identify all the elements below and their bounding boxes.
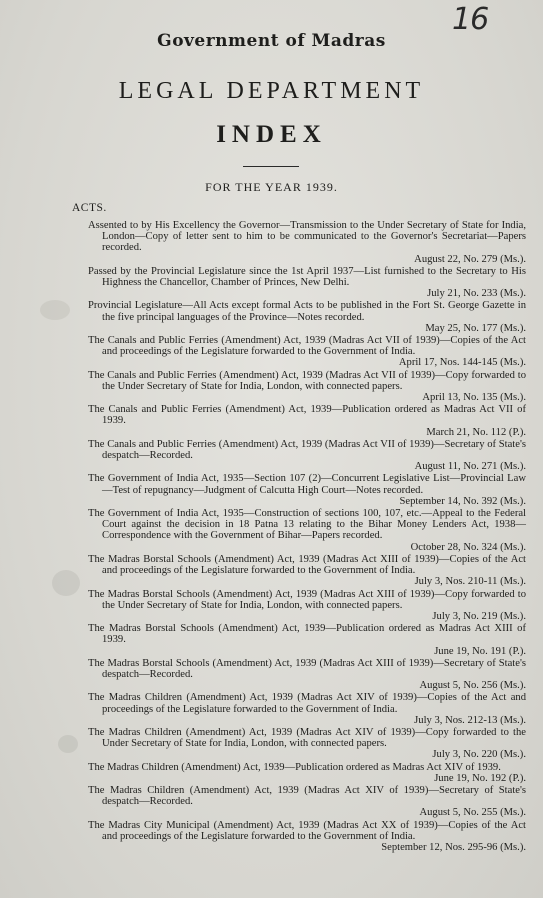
index-entry xyxy=(88,335,526,369)
entry-reference: May 25, No. 177 (Ms.). xyxy=(425,322,526,334)
entry-text: The Canals and Public Ferries (Amendment) Act, 1939 (Madras Act VII of 1939)—Copy forwarded to the Under Secretary of State for India, London, with connected papers. xyxy=(88,369,526,392)
index-entry xyxy=(88,692,526,726)
entry-text: Assented to by His Excellency the Governor—Transmission to the Under Secretary of State for India, London—Copy of letter sent to him to be communicated to the Governor's Secretariat—Papers recorded. xyxy=(88,220,526,254)
entry-reference: August 11, No. 271 (Ms.). xyxy=(414,461,526,473)
page-title: INDEX xyxy=(216,121,327,148)
title-rule xyxy=(243,166,299,167)
entry-reference: July 3, No. 220 (Ms.). xyxy=(432,749,526,761)
entry-text: The Madras Borstal Schools (Amendment) Act, 1939 (Madras Act XIII of 1939)—Copy forwarded to the Under Secretary of State for India, London, with connected papers. xyxy=(88,588,526,611)
department-heading: LEGAL DEPARTMENT xyxy=(118,78,425,104)
entry-reference: July 21, No. 233 (Ms.). xyxy=(427,288,526,300)
entry-text: The Madras City Municipal (Amendment) Act, 1939 (Madras Act XX of 1939)—Copies of the Act and proceedings of the Legislature forwarded to the Government of India. xyxy=(88,819,526,842)
index-entry xyxy=(88,727,526,761)
entry-reference: September 12, Nos. 295-96 (Ms.). xyxy=(381,841,526,853)
entry-reference: July 3, Nos. 210-11 (Ms.). xyxy=(414,576,526,588)
entry-reference: September 14, No. 392 (Ms.). xyxy=(399,495,526,507)
paper-stain xyxy=(52,570,80,596)
entry-text: Passed by the Provincial Legislature since the 1st April 1937—List furnished to the Secretary to His Highness the Chancellor, Chamber of Princes, New Delhi. xyxy=(88,265,526,289)
entry-reference: June 19, No. 192 (P.). xyxy=(434,772,526,784)
entry-reference: April 13, No. 135 (Ms.). xyxy=(422,392,526,404)
entry-text: The Canals and Public Ferries (Amendment) Act, 1939 (Madras Act VII of 1939)—Secretary of State's despatch—Recorded. xyxy=(88,438,526,462)
section-heading: ACTS. xyxy=(72,202,107,214)
entry-reference: June 19, No. 191 (P.). xyxy=(434,645,526,657)
entry-reference: April 17, Nos. 144-145 (Ms.). xyxy=(398,357,526,369)
index-entry xyxy=(88,370,526,404)
index-entry xyxy=(88,439,526,473)
entry-reference: July 3, Nos. 212-13 (Ms.). xyxy=(414,714,526,726)
entry-reference: July 3, No. 219 (Ms.). xyxy=(432,610,526,622)
entry-reference: March 21, No. 112 (P.). xyxy=(426,426,526,438)
entry-reference: August 5, No. 255 (Ms.). xyxy=(419,807,526,819)
entry-text: The Madras Children (Amendment) Act, 1939 (Madras Act XIV of 1939)—Secretary of State's despatch—Recorded. xyxy=(88,784,526,808)
index-entry xyxy=(88,554,526,588)
index-entry xyxy=(88,623,526,657)
entry-reference: August 5, No. 256 (Ms.). xyxy=(419,680,526,692)
index-entry xyxy=(88,300,526,334)
entry-text: The Canals and Public Ferries (Amendment) Act, 1939 (Madras Act VII of 1939)—Copies of the Act and proceedings of the Legislature forwarded to the Government of India. xyxy=(88,335,526,358)
index-entry-list xyxy=(88,220,526,854)
index-entry xyxy=(88,220,526,265)
index-entry xyxy=(88,266,526,300)
index-entry xyxy=(88,473,526,507)
entry-text: The Madras Borstal Schools (Amendment) Act, 1939—Publication ordered as Madras Act XIII of 1939. xyxy=(88,623,526,646)
index-entry xyxy=(88,785,526,819)
handwritten-folio-number: 16 xyxy=(452,2,489,37)
paper-stain xyxy=(40,300,70,320)
index-entry xyxy=(88,658,526,692)
entry-text: The Madras Borstal Schools (Amendment) Act, 1939 (Madras Act XIII of 1939)—Copies of the Act and proceedings of the Legislature forwarded to the Government of India. xyxy=(88,553,526,577)
entry-text: Provincial Legislature—All Acts except formal Acts to be published in the Fort St. George Gazette in the five principal languages of the Province—Notes recorded. xyxy=(88,300,526,323)
entry-reference: October 28, No. 324 (Ms.). xyxy=(410,541,526,553)
entry-text: The Madras Children (Amendment) Act, 1939 (Madras Act XIV of 1939)—Copy forwarded to the Under Secretary of State for India, London, with connected papers. xyxy=(88,726,526,750)
paper-stain xyxy=(58,735,78,753)
index-entry xyxy=(88,508,526,553)
entry-reference: August 22, No. 279 (Ms.). xyxy=(414,253,526,265)
index-entry xyxy=(88,762,526,784)
entry-text: The Canals and Public Ferries (Amendment) Act, 1939—Publication ordered as Madras Act VII of 1939. xyxy=(88,404,526,427)
index-entry xyxy=(88,589,526,623)
index-entry xyxy=(88,404,526,438)
entry-text: The Government of India Act, 1935—Construction of sections 100, 107, etc.—Appeal to the Federal Court against the decision in 18 Patna 13 relating to the Bihar Money Lenders Act, 1938—Correspondence with the Government of Bihar—Papers recorded. xyxy=(88,508,526,542)
entry-text: The Madras Borstal Schools (Amendment) Act, 1939 (Madras Act XIII of 1939)—Secretary of State's despatch—Recorded. xyxy=(88,657,526,680)
entry-text: The Madras Children (Amendment) Act, 1939—Publication ordered as Madras Act XIV of 1939. xyxy=(88,761,501,773)
entry-text: The Madras Children (Amendment) Act, 1939 (Madras Act XIV of 1939)—Copies of the Act and proceedings of the Legislature forwarded to the Government of India. xyxy=(88,692,526,715)
entry-text: The Government of India Act, 1935—Section 107 (2)—Concurrent Legislative List—Provincial Law—Test of repugnancy—Judgment of Calcutta High Court—Notes recorded. xyxy=(88,473,526,496)
government-heading: Government of Madras xyxy=(157,31,386,51)
index-entry xyxy=(88,820,526,854)
year-heading: FOR THE YEAR 1939. xyxy=(205,180,338,194)
